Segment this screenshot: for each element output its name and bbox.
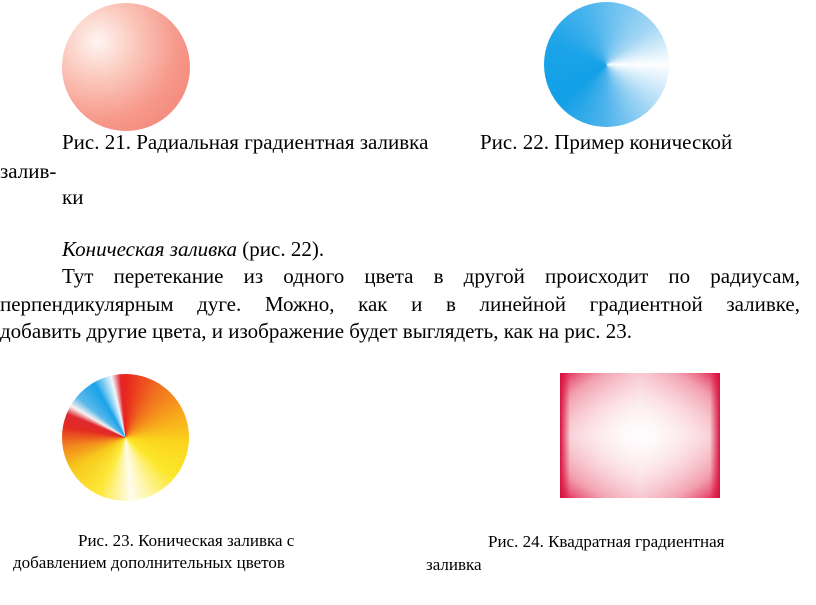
square-gradient-figure	[560, 373, 720, 498]
multicolor-conical-gradient-figure	[62, 374, 189, 501]
caption-fig23-line1: Рис. 23. Коническая заливка с	[78, 531, 295, 550]
caption-fig21-continuation: залив-	[0, 159, 57, 183]
radial-gradient-figure	[62, 3, 190, 131]
caption-fig21: Рис. 21. Радиальная градиентная заливка	[62, 130, 429, 154]
caption-fig24-line1: Рис. 24. Квадратная градиентная	[488, 532, 725, 551]
paragraph-line-1: Тут перетекание из одного цвета в другой происходит по радиусам,	[62, 264, 800, 288]
conical-gradient-figure	[544, 2, 669, 127]
paragraph-line-3: добавить другие цвета, и изображение будет выглядеть, как на рис. 23.	[0, 319, 633, 343]
caption-fig22: Рис. 22. Пример конической	[480, 130, 733, 154]
figure-reference: (рис. 22).	[237, 237, 325, 261]
caption-fig21-continuation-end: ки	[62, 185, 84, 209]
paragraph-conical-fill	[62, 236, 324, 263]
caption-fig23-line2: добавлением дополнительных цветов	[13, 553, 285, 572]
term-conical-fill: Коническая заливка	[62, 237, 238, 261]
caption-fig24-line2: заливка	[426, 555, 482, 574]
paragraph-line-2: перпендикулярным дуге. Можно, как и в линейной градиентной заливке,	[0, 292, 800, 316]
